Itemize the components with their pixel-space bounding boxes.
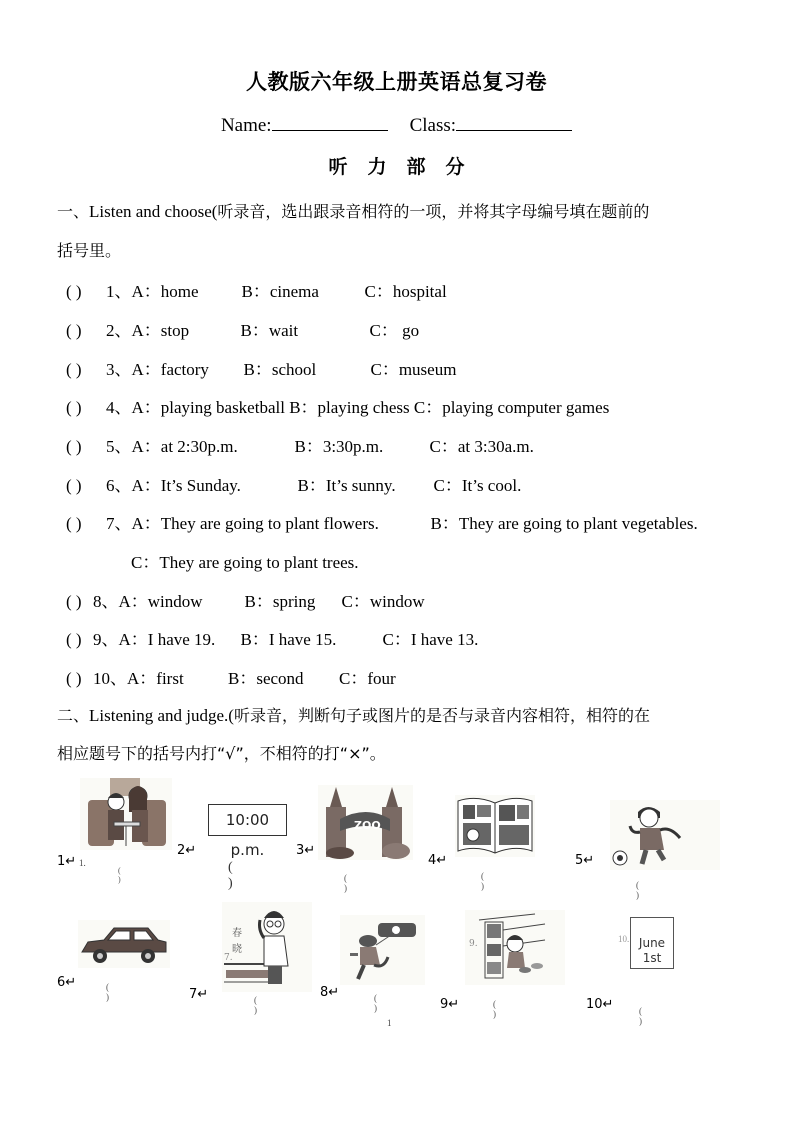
open-book-icon xyxy=(455,795,535,857)
picture-8-answer[interactable]: ( ) xyxy=(374,993,377,1013)
picture-8-running xyxy=(340,915,425,985)
page-mark: 1 xyxy=(387,1018,392,1028)
question-2: ( ) 2、A：stop B：wait C： go xyxy=(66,321,420,340)
svg-text:春: 春 xyxy=(232,928,242,939)
picture-5-football xyxy=(610,800,720,870)
question-10: ( ) 10、A：first B：second C：four xyxy=(66,669,396,688)
page-title: 人教版六年级上册英语总复习卷 xyxy=(246,70,547,94)
picture-9-bookshelf xyxy=(465,910,565,985)
section-title: 听 力 部 分 xyxy=(328,156,465,178)
restaurant-couple-icon xyxy=(80,778,172,850)
name-field[interactable] xyxy=(272,112,388,131)
picture-2-clock-sign: 10:00 p.m. xyxy=(208,804,287,836)
teacher-blackboard-icon xyxy=(222,902,312,992)
picture-7-answer[interactable]: ( ) xyxy=(254,995,257,1015)
name-label: Name: xyxy=(220,115,272,136)
svg-text:7.: 7. xyxy=(224,953,233,963)
boy-kicking-ball-icon xyxy=(610,800,720,870)
question-4: ( ) 4、A：playing basketball B：playing chess C：playing computer games xyxy=(66,398,610,417)
boy-bookshelf-icon xyxy=(465,910,565,985)
svg-text:ZOO: ZOO xyxy=(354,819,381,832)
question-1: ( ) 1、A：home B：cinema C：hospital xyxy=(66,282,447,301)
picture-10-calendar: June 1st xyxy=(630,917,674,969)
picture-9-answer[interactable]: ( ) xyxy=(493,999,496,1019)
picture-7-teacher xyxy=(222,902,312,992)
car-icon xyxy=(78,920,170,968)
answer-blank[interactable]: ( ) xyxy=(66,282,82,301)
picture-6-answer[interactable]: ( ) xyxy=(106,982,109,1002)
part2-instruction: 二、Listening and judge.(听录音，判断句子或图片的是否与录音内容相符，相符的在 xyxy=(57,706,650,725)
answer-blank[interactable]: ( ) xyxy=(66,514,82,533)
question-8: ( ) 8、A：window B：spring C：window xyxy=(66,592,425,611)
svg-text:晓: 晓 xyxy=(232,944,242,955)
answer-blank[interactable]: ( ) xyxy=(66,398,82,417)
class-label: Class: xyxy=(409,115,457,136)
picture-3-answer[interactable]: ( ) xyxy=(344,873,347,893)
picture-4-comic-book xyxy=(455,795,535,857)
picture-3-zoo-gate xyxy=(318,785,413,860)
answer-blank[interactable]: ( ) xyxy=(66,476,82,495)
part1-instruction: 一、Listen and choose(听录音，选出跟录音相符的一项，并将其字母编号填在题前的 xyxy=(57,202,650,221)
answer-blank[interactable]: ( ) xyxy=(66,592,82,611)
question-5: ( ) 5、A：at 2:30p.m. B：3:30p.m. C：at 3:30a.m. xyxy=(66,437,534,456)
picture-4-answer[interactable]: ( ) xyxy=(481,871,484,891)
zoo-gate-icon xyxy=(318,785,413,860)
answer-blank[interactable]: ( ) xyxy=(66,669,82,688)
picture-5-answer[interactable]: ( ) xyxy=(636,880,639,900)
part2-instruction-cont: 相应题号下的括号内打“√”，不相符的打“×”。 xyxy=(57,744,386,763)
svg-text:9.: 9. xyxy=(469,939,478,949)
class-field[interactable] xyxy=(456,112,572,131)
picture-10-answer[interactable]: ( ) xyxy=(639,1006,642,1026)
picture-2-answer[interactable]: ( ) xyxy=(228,860,233,891)
picture-6-car xyxy=(78,920,170,968)
kid-running-kite-icon xyxy=(340,915,425,985)
answer-blank[interactable]: ( ) xyxy=(66,437,82,456)
name-class-row xyxy=(0,112,793,137)
answer-blank[interactable]: ( ) xyxy=(66,630,82,649)
question-6: ( ) 6、A：It’s Sunday. B：It’s sunny. C：It’s cool. xyxy=(66,476,522,495)
answer-blank[interactable]: ( ) xyxy=(66,321,82,340)
part1-instruction-cont: 括号里。 xyxy=(57,241,122,260)
question-7-option-c: C：They are going to plant trees. xyxy=(131,553,359,572)
question-3: ( ) 3、A：factory B：school C：museum xyxy=(66,360,457,379)
answer-blank[interactable]: ( ) xyxy=(66,360,82,379)
picture-1-answer[interactable]: ( ) xyxy=(118,866,121,884)
question-7: ( ) 7、A：They are going to plant flowers. B：They are going to plant vegetables. xyxy=(66,514,698,533)
picture-1-restaurant xyxy=(80,778,172,850)
question-9: ( ) 9、A：I have 19. B：I have 15. C：I have 13. xyxy=(66,630,479,649)
